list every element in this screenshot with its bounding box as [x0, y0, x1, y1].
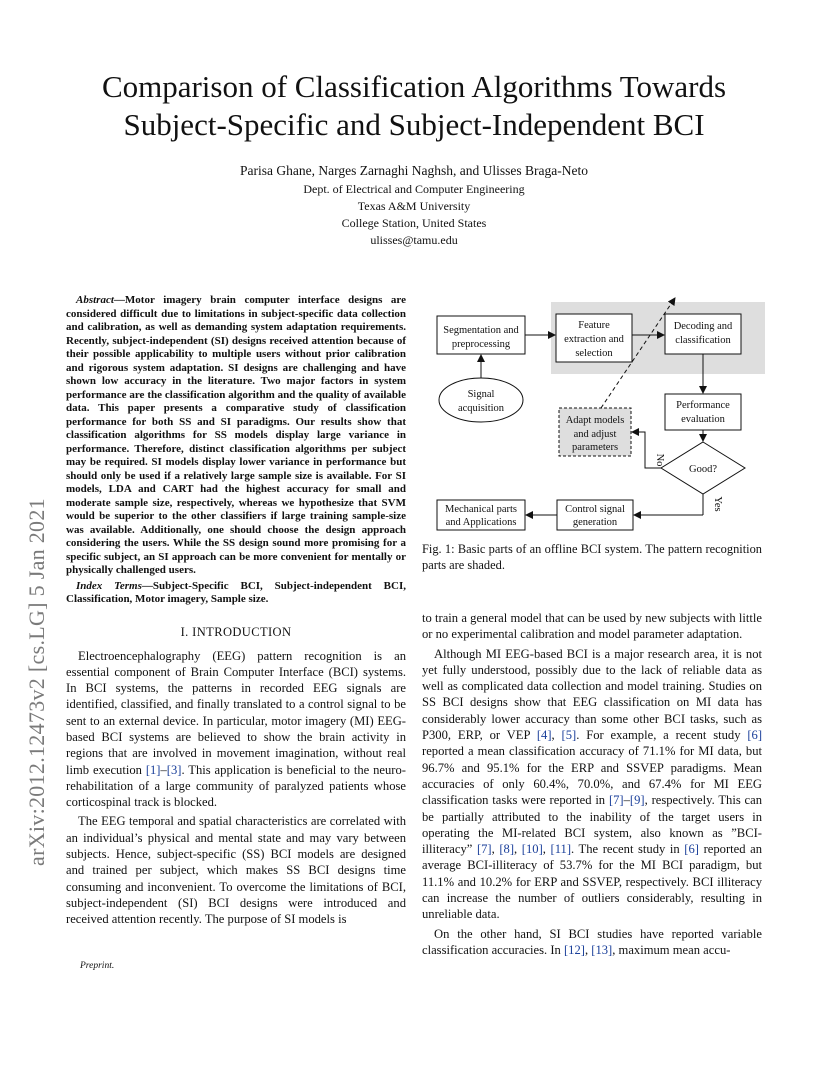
citation-link[interactable]: [8]: [499, 842, 515, 857]
citation-link[interactable]: [5]: [561, 728, 577, 743]
adapt-label-2: and adjust: [573, 429, 617, 440]
text-span: On the other hand, SI BCI studies have reported variable classification accuracies. In: [422, 926, 762, 957]
text-span: , maximum mean accu-: [612, 942, 731, 957]
citation-link[interactable]: [13]: [591, 942, 613, 957]
text-span: –: [160, 762, 167, 777]
performance-label-2: evaluation: [681, 414, 725, 425]
citation-link[interactable]: [7]: [476, 842, 492, 857]
text-span: , respectively. This can be partially attributed to the inability of the target users in operating the MI-related BCI system, also known as ”BCI-illiteracy”: [422, 793, 763, 857]
yes-label: Yes: [712, 496, 723, 512]
text-span: ,: [491, 842, 500, 857]
affiliation-email[interactable]: ulisses@tamu.edu: [370, 233, 458, 247]
decoding-label-2: classification: [675, 335, 731, 346]
intro-paragraph-2: The EEG temporal and spatial characteristics are correlated with an individual’s physical and mental state and may vary between subjects. Hence, subject-specific (SS) BCI models are designed and trained per subject, which makes SS BCI designs time consuming and inconvenient. To overcome the limitations of BCI, subject-independent (SI) BCI designs were introduced and received attention recently. The purpose of SI models is: [66, 814, 406, 927]
adapt-label-1: Adapt models: [565, 415, 625, 426]
feature-label-3: selection: [575, 348, 613, 359]
citation-link[interactable]: [6]: [747, 728, 763, 743]
text-span: reported an average BCI-illiteracy of 53.7% for the MI BCI paradigm, but 11.1% and 10.2% for ERP and SSVEP, respectively. BCI illiteracy can increase the number of outliers considerably, resulting in unreliable data.: [422, 842, 762, 922]
preprint-note: Preprint.: [80, 961, 115, 971]
segmentation-label-2: preprocessing: [451, 339, 511, 350]
citation-link[interactable]: [9]: [629, 793, 645, 808]
authors: Parisa Ghane, Narges Zarnaghi Naghsh, and Ulisses Braga-Neto: [239, 163, 589, 178]
good-label: Good?: [689, 464, 717, 475]
citation-link[interactable]: [1]: [145, 762, 161, 777]
control-label-1: Control signal: [565, 504, 625, 515]
citation-link[interactable]: [12]: [563, 942, 585, 957]
performance-label-1: Performance: [676, 400, 730, 411]
text-span: ,: [514, 842, 522, 857]
decoding-label-1: Decoding and: [673, 321, 733, 332]
text-span: . This application is beneficial to the neuro-rehabilitation of a large community of paralyzed patients whose corticospinal track is blocked.: [66, 762, 406, 810]
text-span: Although MI EEG-based BCI is a major research area, it is not yet fully understood, possibly due to the lack of reliable data as well as complicated data collection and model training. Studies on SS BCI designs show that EEG classification on MI data has considerably lower accuracy than some other BCI tasks, such as P300, ERP, or VEP: [422, 646, 762, 743]
adapt-label-3: parameters: [571, 442, 619, 453]
index-terms-label: Index Terms: [76, 579, 142, 592]
index-terms: [66, 580, 406, 607]
signal-label-1: Signal: [467, 389, 495, 400]
paper-title: [40, 68, 788, 144]
abstract-text: —Motor imagery brain computer interface designs are considered difficult due to limitations in subject-specific data collection and calibration, as well as demanding system adaptation requirements. Recently, subject-independent (SI) designs received attention because of their possible applicability to multiple users without prior calibration and rigorous system adaptation. SI designs are challenging and have shown low accuracy in the literature. Two major factors in system performance are the classification algorithm and the quality of available data. This paper presents a comparative study of classification performance for both SS and SI paradigms. Our results show that classification algorithms for SS models display large variance in performance. Therefore, distinct classification algorithms per subject may be required. SI models display lower variance in performance but should only be used if a relatively large sample size is available. For SI models, LDA and CART had the highest accuracy for small and moderate sample size, respectively, whereas we hypothesize that SVM would be superior to the other classifiers if large training sample-size was available. Additionally, one should choose the design approach considering the users. While the SS design sound more promising for a specific subject, an SI approach can be more convenient for mentally or physically challenged users.: [66, 294, 406, 576]
arxiv-stamp: arXiv:2012.12473v2 [cs.LG] 5 Jan 2021: [24, 498, 49, 866]
segmentation-label-1: Segmentation and: [443, 325, 519, 336]
signal-label-2: acquisition: [457, 403, 505, 414]
citation-link[interactable]: [10]: [521, 842, 543, 857]
text-span: ,: [584, 942, 592, 957]
citation-link[interactable]: [7]: [608, 793, 624, 808]
abstract-label: Abstract: [76, 294, 114, 306]
no-label: No: [654, 453, 665, 467]
text-span: reported a mean classification accuracy of 71.1% for MI data, but 96.7% and 95.1% for the ERP and SSVEP paradigms. Mean accuracies of only 60.4%, 70.0%, and 67.4% for MI EEG classification tasks were reported in: [422, 744, 762, 808]
feature-label-2: extraction and: [564, 334, 624, 345]
mechanical-label-2: and Applications: [445, 517, 517, 528]
citation-link[interactable]: [11]: [550, 842, 572, 857]
figure-bci-system: [425, 294, 770, 534]
index-terms-text: —Subject-Specific BCI, Subject-independent BCI, Classification, Motor imagery, Sample size.: [66, 579, 406, 605]
text-span: . The recent study in: [571, 842, 685, 857]
title-line-2: Subject-Specific and Subject-Independent BCI: [123, 107, 705, 142]
citation-link[interactable]: [3]: [166, 762, 182, 777]
decoding-box: [665, 314, 741, 354]
affiliation: [40, 181, 788, 249]
section-heading-introduction: I. INTRODUCTION: [180, 624, 292, 639]
affiliation-univ: Texas A&M University: [357, 199, 471, 213]
affiliation-city: College Station, United States: [341, 216, 487, 230]
abstract: [66, 294, 406, 578]
title-line-1: Comparison of Classification Algorithms Towards: [101, 69, 727, 104]
citation-link[interactable]: [6]: [684, 842, 699, 857]
right-paragraph-1: to train a general model that can be used by new subjects with little or no experimental calibration and model parameter adaptation.: [422, 611, 762, 642]
left-column: [66, 294, 406, 928]
right-paragraph-2: [422, 646, 762, 923]
text-span: ,: [542, 842, 551, 857]
signal-ellipse: [439, 378, 523, 422]
mechanical-label-1: Mechanical parts: [444, 504, 518, 515]
text-span: ,: [551, 728, 562, 743]
control-label-2: generation: [572, 517, 618, 528]
right-column: [422, 610, 762, 958]
figure-caption: Fig. 1: Basic parts of an offline BCI system. The pattern recognition parts are shaded.: [422, 542, 762, 572]
text-span: –: [623, 793, 630, 808]
text-span: Electroencephalography (EEG) pattern recognition is an essential component of Brain Computer Interface (BCI) systems. In BCI systems, the patterns in recorded EEG signals are identified, classified, and finally translated to a control signal to be sent to an external device. In particular, motor imagery (MI) EEG-based BCI systems are believed to show the brain activity in regions that are involved in movement imagination, without real limb execution: [66, 648, 406, 777]
affiliation-dept: Dept. of Electrical and Computer Engineering: [303, 182, 525, 196]
citation-link[interactable]: [4]: [536, 728, 552, 743]
right-paragraph-3: [422, 926, 762, 959]
feature-label-1: Feature: [578, 320, 610, 331]
text-span: . For example, a recent study: [576, 728, 748, 743]
intro-paragraph-1: [66, 648, 406, 811]
